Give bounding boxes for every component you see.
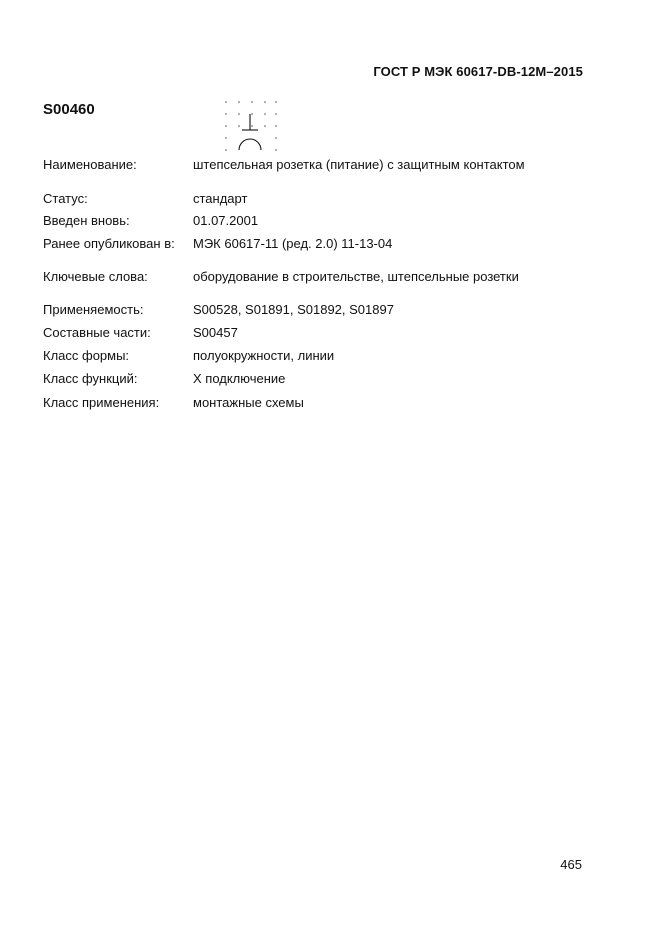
field-value: S00457 [193,325,238,340]
field-value: полуокружности, линии [193,348,335,363]
field-value: X подключение [193,371,286,386]
field-value: МЭК 60617-11 (ред. 2.0) 11-13-04 [193,236,393,251]
field-value: стандарт [193,191,248,206]
field-label: Статус: [43,191,88,206]
field-label: Применяемость: [43,302,144,317]
field-value: оборудование в строительстве, штепсельные розетки [193,269,519,284]
field-value: монтажные схемы [193,395,304,410]
field-value: 01.07.2001 [193,213,259,228]
field-label: Введен вновь: [43,213,130,228]
field-value: штепсельная розетка (питание) с защитным контактом [193,157,525,172]
field-label: Составные части: [43,325,151,340]
document-header: ГОСТ Р МЭК 60617-DB-12M–2015 [373,64,583,79]
field-label: Ранее опубликован в: [43,236,175,251]
field-label: Класс формы: [43,348,130,363]
field-label: Ключевые слова: [43,269,148,284]
symbol-code: S00460 [43,101,95,118]
field-label: Класс применения: [43,395,160,410]
field-value: S00528, S01891, S01892, S01897 [193,302,394,317]
socket-protective-contact-icon [222,96,278,152]
field-label: Наименование: [43,157,137,172]
field-label: Класс функций: [43,371,138,386]
page-number: 465 [560,857,582,872]
